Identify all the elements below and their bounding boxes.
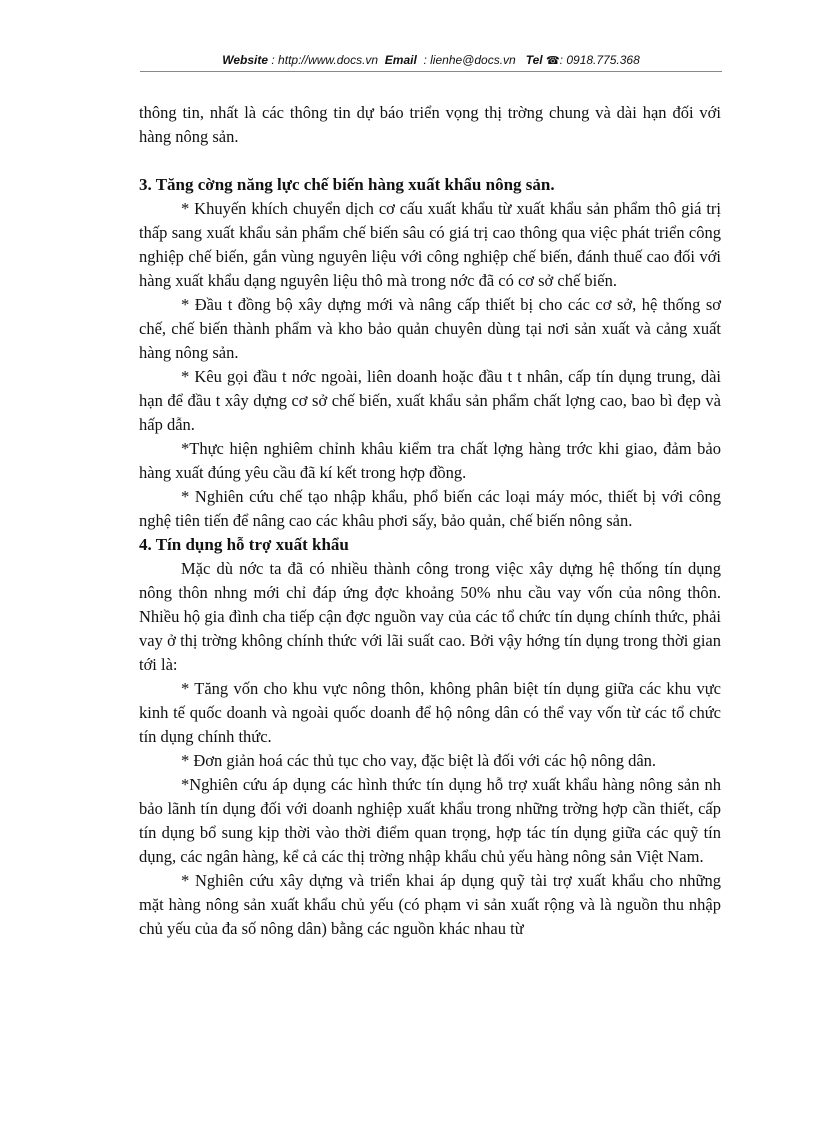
tel-number: : 0918.775.368 <box>559 53 640 67</box>
paragraph-s3-2: * Đầu t đồng bộ xây dựng mới và nâng cấp thiết bị cho các cơ sở, hệ thống sơ chế, chế biến thành phẩm và kho bảo quản chuyên dùng tại nơi sản xuất và cảng xuất hàng nông sản. <box>139 295 721 362</box>
page-header <box>140 50 722 70</box>
section-4-heading: 4. Tín dụng hỗ trợ xuất khẩu <box>139 535 349 554</box>
email-address[interactable]: : lienhe@docs.vn <box>423 53 516 67</box>
paragraph-s3-4: *Thực hiện nghiêm chỉnh khâu kiểm tra chất lợng hàng trớc khi giao, đảm bảo hàng xuất đúng yêu cầu đã kí kết trong hợp đồng. <box>139 439 721 482</box>
paragraph-s4-3: * Đơn giản hoá các thủ tục cho vay, đặc biệt là đối với các hộ nông dân. <box>181 751 657 770</box>
paragraph-s3-5: * Nghiên cứu chế tạo nhập khẩu, phổ biến các loại máy móc, thiết bị với công nghệ tiên tiến để nâng cao các khâu phơi sấy, bảo quản, chế biến nông sản. <box>139 487 721 530</box>
website-label: Website <box>222 53 269 67</box>
paragraph-s4-5: * Nghiên cứu xây dựng và triển khai áp dụng quỹ tài trợ xuất khẩu cho những mặt hàng nông sản xuất khẩu chủ yếu (có phạm vi sản xuất rộng và là nguồn thu nhập chủ yếu của đa số nông dân) bằng các nguồn khác nhau từ <box>139 871 721 938</box>
header-divider <box>140 71 722 72</box>
paragraph-s4-2: * Tăng vốn cho khu vực nông thôn, không phân biệt tín dụng giữa các khu vực kinh tế quốc doanh và ngoài quốc doanh để hộ nông dân có thể vay vốn từ các tổ chức tín dụng chính thức. <box>139 679 721 746</box>
phone-icon: ☎ <box>545 55 560 67</box>
document-body <box>139 101 721 941</box>
website-url[interactable]: : http://www.docs.vn <box>271 53 379 67</box>
paragraph-s3-3: * Kêu gọi đầu t nớc ngoài, liên doanh hoặc đầu t t nhân, cấp tín dụng trung, dài hạn để đầu t xây dựng cơ sở chế biến, xuất khẩu sản phẩm chất lợng cao, bao bì đẹp và hấp dẫn. <box>139 367 721 434</box>
paragraph-intro: thông tin, nhất là các thông tin dự báo triển vọng thị trờng chung và dài hạn đối với hàng nông sản. <box>139 103 721 146</box>
tel-label: Tel <box>525 53 543 67</box>
paragraph-s4-1: Mặc dù nớc ta đã có nhiều thành công trong việc xây dựng hệ thống tín dụng nông thôn nhng mới chỉ đáp ứng đợc khoảng 50% nhu cầu vay vốn của nông thôn. Nhiều hộ gia đình cha tiếp cận đợc nguồn vay của các tổ chức tín dụng chính thức, phải vay ở thị trờng không chính thức với lãi suất cao. Bởi vậy hớng tín dụng trong thời gian tới là: <box>139 559 721 674</box>
paragraph-s4-4: *Nghiên cứu áp dụng các hình thức tín dụng hỗ trợ xuất khẩu hàng nông sản nh bảo lãnh tín dụng đối với doanh nghiệp xuất khẩu trong những trờng hợp cần thiết, cấp tín dụng bổ sung kịp thời vào thời điểm quan trọng, hợp tác tín dụng giữa các quỹ tín dụng, các ngân hàng, kể cả các thị trờng nhập khẩu chủ yếu hàng nông sản Việt Nam. <box>139 775 721 866</box>
section-3-heading: 3. Tăng cờng năng lực chế biến hàng xuất khẩu nông sản. <box>139 175 555 194</box>
email-label: Email <box>384 53 417 67</box>
paragraph-s3-1: * Khuyến khích chuyển dịch cơ cấu xuất khẩu từ xuất khẩu sản phẩm thô giá trị thấp sang xuất khẩu sản phẩm chế biến sâu có giá trị cao thông qua việc phát triển công nghiệp chế biến, gắn vùng nguyên liệu với công nghiệp chế biến, đánh thuế cao đối với hàng xuất khẩu dạng nguyên liệu thô mà trong nớc đã có cơ sở chế biến. <box>139 199 721 290</box>
